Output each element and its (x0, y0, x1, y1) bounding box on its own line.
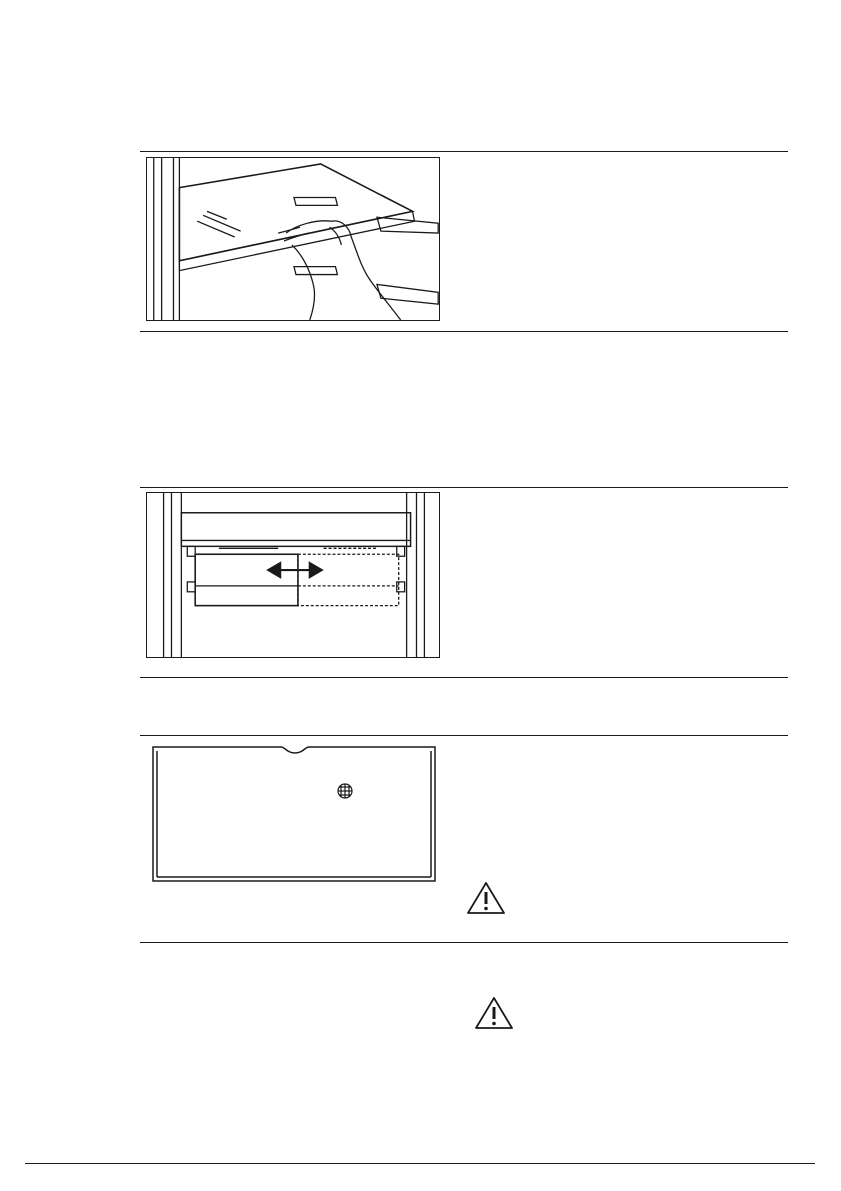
footer-divider (25, 1163, 815, 1164)
drawer-front-illustration (149, 743, 439, 885)
section-divider (140, 942, 788, 943)
section-divider (140, 677, 788, 678)
sliding-box-illustration (146, 492, 440, 658)
warning-triangle-icon (466, 881, 506, 915)
section-divider (140, 487, 788, 488)
section-divider (140, 735, 788, 736)
double-arrow-icon (268, 563, 321, 577)
section-divider (140, 331, 788, 332)
section-divider (140, 151, 788, 152)
shelf-removal-illustration (146, 157, 440, 321)
grid-globe-icon (338, 784, 352, 798)
warning-triangle-icon (474, 996, 514, 1030)
